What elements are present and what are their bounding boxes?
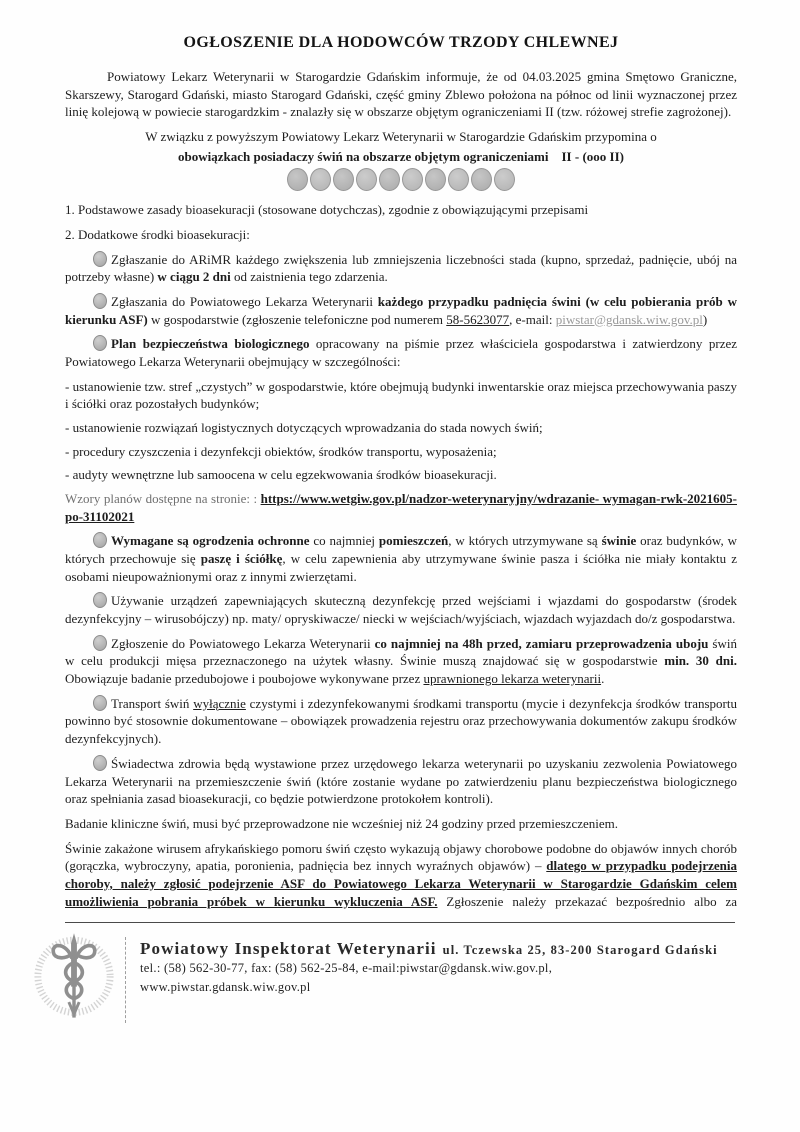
bullet-transport (65, 695, 737, 748)
bullet-padniecia (65, 293, 737, 328)
website-link[interactable]: https://www.wetgiw.gov.pl/nadzor-weterynaryjny/wdrazanie- wymagan-rwk-2021605-po-31102021 (65, 491, 737, 524)
dot-icon (310, 168, 331, 191)
dot-icon (471, 168, 492, 191)
dash-audyty (65, 466, 737, 484)
text-segment: Transport świń (111, 695, 194, 711)
dot-icon (287, 168, 308, 191)
dot-icon (356, 168, 377, 191)
text-segment: ) (702, 311, 708, 327)
text-segment: 2. Dodatkowe środki bioasekuracji: (65, 227, 250, 243)
text-segment: dlatego w przypadku podejrzenia choroby, należy zgłosić podejrzenie ASF do Powiatowego Lekarza Weterynarii w Starogardzie Gdańskim celem umożliwienia pobrania próbek w kierunku wykluczenia ASF. (65, 858, 737, 909)
numbered-item-1 (65, 201, 737, 219)
text-segment: w gospodarstwie (zgłoszenie telefoniczne pod numerem (147, 311, 447, 327)
bullet-icon (93, 755, 107, 771)
bullet-icon (93, 695, 107, 711)
bullet-icon (93, 251, 107, 267)
text-segment: opracowany na piśmie przez właściciela gospodarstwa i zatwierdzony przez Powiatowego Lekarza Weterynarii obejmujący w szczególności: (65, 336, 737, 370)
text-segment: Plan bezpieczeństwa biologicznego (111, 336, 310, 352)
text-segment: Obowiązuje badanie przedubojowe i poubojowe wykonywane przez (65, 671, 424, 687)
text-segment: świnie (601, 533, 637, 549)
text-segment: wyłącznie (193, 695, 246, 711)
text-segment: co najmniej na 48h przed, zamiaru przeprowadzenia uboju (374, 635, 709, 651)
dot-icon (402, 168, 423, 191)
text-segment: Badanie kliniczne świń, musi być przeprowadzone nie wcześniej niż 24 godziny przed przemieszczeniem. (65, 815, 619, 831)
badanie-kliniczne (65, 815, 737, 833)
text-segment: świń w celu produkcji mięsa przeznaczonego na użytek własny. Świnie muszą znajdować się w gospodarstwie (65, 635, 737, 669)
text-segment: - ustanowienie rozwiązań logistycznych dotyczących wprowadzania do stada nowych świń; (65, 420, 543, 436)
text-segment: Wzory planów dostępne na stronie: : (65, 491, 261, 507)
dot-icon (494, 168, 515, 191)
wzory-planow (65, 490, 737, 525)
footer-website[interactable]: www.piwstar.gdansk.wiw.gov.pl (140, 979, 311, 994)
dash-procedury (65, 443, 737, 461)
footer-org-line (140, 939, 718, 959)
footer (31, 935, 737, 1025)
bullet-dezynfekcja (65, 592, 737, 627)
text-segment: , w których utrzymywane są (448, 533, 602, 549)
text-segment: pomieszczeń (378, 533, 449, 549)
bullet-swiadectwa (65, 755, 737, 808)
bullet-icon (93, 635, 107, 651)
phone-number[interactable]: 58-5623077 (446, 311, 510, 327)
text-segment: w ciągu 2 dni (157, 269, 231, 285)
text-segment: 1. Podstawowe zasady bioasekuracji (stosowane dotychczas), zgodnie z obowiązującymi przepisami (65, 202, 589, 218)
text-segment: - audyty wewnętrzne lub samoocena w celu egzekwowania środków bioasekuracji. (65, 467, 497, 483)
text-segment: Zgłaszania do Powiatowego Lekarza Weterynarii (111, 294, 378, 310)
text-segment: Świnie zakażone wirusem afrykańskiego pomoru świń często wykazują objawy chorobowe podobne do objawów innych chorób (gorączka, wybroczyny, apatia, poronienia, padnięcia bez innych wyraźnych objawów) – (65, 840, 737, 874)
dots-row (65, 168, 737, 191)
text-segment: - ustanowienie tzw. stref „czystych” w gospodarstwie, które obejmują budynki inwentarskie oraz miejsca przechowywania paszy i ściółki oraz pozostałych budynków; (65, 378, 737, 412)
text-segment: uprawnionego lekarza weterynarii (423, 671, 602, 687)
text-segment: , w celu zapewnienia aby utrzymywane świnie pasza i ściółka nie miały kontaktu z osobami nieupoważnionymi oraz z innymi zwierzętami. (65, 551, 737, 584)
bullet-uboj (65, 635, 737, 688)
intro-paragraph (65, 68, 737, 121)
dot-icon (448, 168, 469, 191)
text-segment: min. 30 dni. (664, 653, 737, 669)
bullet-arimr (65, 251, 737, 286)
numbered-item-2 (65, 226, 737, 244)
dash-logistyka (65, 419, 737, 437)
text-segment: czystymi i zdezynfekowanymi środkami transportu (mycie i dezynfekcja środków transportu powinno być stosownie dokumentowane – obowiązek prowadzenia rejestru oraz przechowywania dokumentów zakupu środków dezynfekcyjnych). (65, 695, 737, 747)
bullet-icon (93, 532, 107, 548)
dot-icon (425, 168, 446, 191)
dash-strefy (65, 378, 737, 413)
document-body (65, 68, 737, 910)
text-segment: , e-mail: (509, 311, 556, 327)
text-segment: W związku z powyższym Powiatowy Lekarz Weterynarii w Starogardzie Gdańskim przypomina o (145, 129, 657, 145)
email-link[interactable]: piwstar@gdansk.wiw.gov.pl (555, 311, 703, 327)
footer-separator (125, 937, 126, 1023)
text-segment: paszę i ściółkę (200, 551, 283, 567)
asf-objawy (65, 840, 737, 911)
footer-address: ul. Tczewska 25, 83-200 Starogard Gdański (442, 943, 718, 958)
bullet-icon (93, 592, 107, 608)
text-segment: od zaistnienia tego zdarzenia. (230, 269, 388, 285)
bullet-icon (93, 335, 107, 351)
text-segment: co najmniej (309, 533, 379, 549)
footer-contact-line: tel.: (58) 562-30-77, fax: (58) 562-25-84, e-mail:piwstar@gdansk.wiw.gov.pl, (140, 961, 553, 976)
dot-icon (379, 168, 400, 191)
text-segment: oraz budynków, w których przechowuje się (65, 533, 737, 567)
bullet-ogrodzenia (65, 532, 737, 585)
text-segment: każdego przypadku padnięcia świni (w celu pobierania prób w kierunku ASF) (65, 294, 737, 327)
text-segment: obowiązkach posiadaczy świń na obszarze objętym ograniczeniami II - (ooo II) (178, 148, 624, 164)
text-segment: . (601, 671, 605, 687)
reminder-line (65, 128, 737, 146)
bullet-icon (93, 293, 107, 309)
text-segment: Wymagane są ogrodzenia ochronne (111, 533, 310, 549)
page-title: OGŁOSZENIE DLA HODOWCÓW TRZODY CHLEWNEJ (183, 34, 619, 51)
text-segment: Zgłaszanie do ARiMR każdego zwiększenia lub zmniejszenia liczebności stada (kupno, sprzedaż, padnięcie, ubój na potrzeby własne) (65, 251, 737, 285)
bullet-plan (65, 335, 737, 370)
reminder-line-bold (65, 148, 737, 166)
footer-text (140, 935, 718, 997)
text-segment: Zgłoszenie do Powiatowego Lekarza Weterynarii (111, 635, 375, 651)
text-segment: Zgłoszenie należy przekazać bezpośrednio albo za (437, 893, 737, 909)
veterinary-caduceus-icon (31, 931, 117, 1025)
dot-icon (333, 168, 354, 191)
footer-org-name: Powiatowy Inspektorat Weterynarii (140, 939, 437, 959)
footer-divider (65, 922, 735, 923)
text-segment: Używanie urządzeń zapewniających skuteczną dezynfekcję przed wejściami i wjazdami do gospodarstw (środek dezynfekcyjny – wirusobójczy) np. maty/ opryskiwacze/ niecki w wejściach/wyjściach, wjazdach wyjazdach do/z gospodarstwa. (65, 593, 737, 627)
text-segment: Powiatowy Lekarz Weterynarii w Starogardzie Gdańskim informuje, że od 04.03.2025 gmina Smętowo Graniczne, Skarszewy, Starogard Gdański, miasto Starogard Gdański, część gminy Zblewo położona na północ od linii wyznaczonej przez linię kolejową w powiecie starogardzkim - znalazły się w obszarze objętym ograniczeniami II (tzw. różowej strefie zagrożonej). (65, 69, 737, 120)
text-segment: - procedury czyszczenia i dezynfekcji obiektów, środków transportu, wyposażenia; (65, 443, 497, 459)
text-segment: Świadectwa zdrowia będą wystawione przez urzędowego lekarza weterynarii po uzyskaniu zezwolenia Powiatowego Lekarza Weterynarii na przemieszczenie świń (które zostanie wydane po zatwierdzeniu planu bezpieczeństwa biologicznego oraz spełniania zasad bioasekuracji, co będzie potwierdzone protokołem kontroli). (65, 755, 737, 807)
